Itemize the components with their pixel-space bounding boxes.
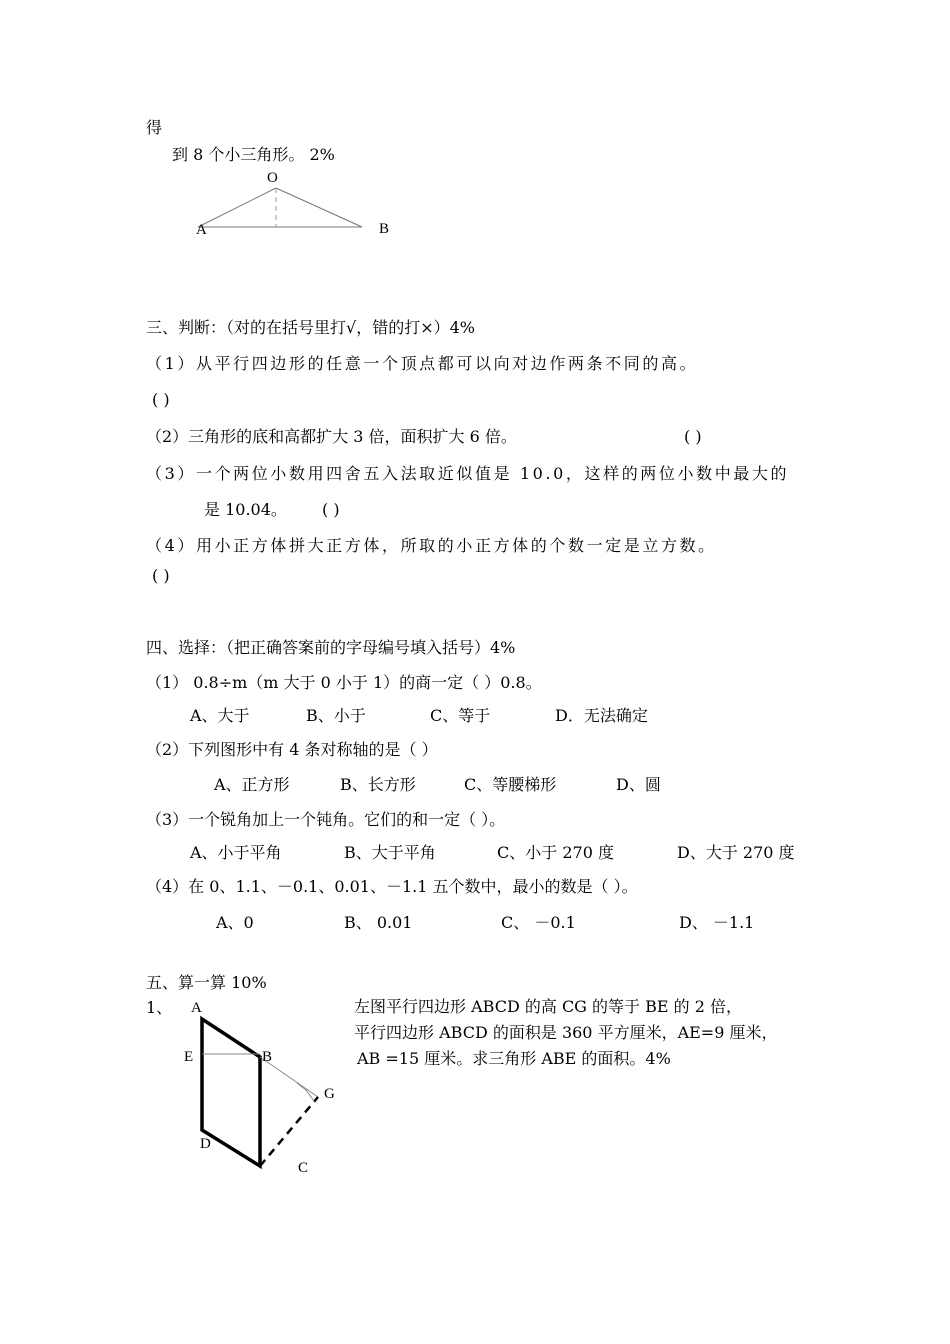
judge-q2-paren: ( ) (684, 427, 702, 446)
choice-q1-opt-b: B、小于 (306, 706, 366, 725)
choice-q3-opt-d: D、大于 270 度 (677, 843, 795, 862)
choice-q1-opt-d: D．无法确定 (555, 706, 648, 725)
label-b: B (262, 1049, 273, 1065)
choice-q3-opt-c: C、小于 270 度 (497, 843, 614, 862)
choice-q3: （3）一个锐角加上一个钝角。它们的和一定（ ）。 (146, 810, 506, 829)
label-o: O (267, 170, 278, 186)
choice-q4-opt-c: C、 －0.1 (501, 913, 576, 932)
judge-q1-paren: ( ) (152, 390, 170, 409)
problem-number: 1、 (146, 998, 173, 1017)
label-e: E (184, 1049, 194, 1065)
judge-q4: （4）用小正方体拼大正方体，所取的小正方体的个数一定是立方数。 (146, 536, 717, 555)
text-line-eight-triangles: 到 8 个小三角形。 2% (172, 145, 335, 164)
judge-q4-paren: ( ) (152, 566, 170, 585)
judge-q1: （1）从平行四边形的任意一个顶点都可以向对边作两条不同的高。 (146, 354, 699, 373)
choice-q2-opt-a: A、正方形 (214, 775, 290, 794)
choice-q2-opt-d: D、圆 (616, 775, 661, 794)
choice-q3-opt-b: B、大于平角 (344, 843, 436, 862)
choice-q4-opt-b: B、 0.01 (344, 913, 413, 932)
section3-title: 三、判断：（对的在括号里打√，错的打×）4% (146, 318, 475, 337)
label-b-top: B (379, 221, 390, 237)
label-g: G (324, 1086, 335, 1102)
judge-q3-paren: ( ) (322, 500, 340, 519)
choice-q2-opt-c: C、等腰梯形 (464, 775, 557, 794)
problem-desc-line3: AB =15 厘米。求三角形 ABE 的面积。4% (357, 1049, 671, 1068)
label-d: D (200, 1136, 211, 1152)
choice-q4-opt-a: A、0 (216, 913, 254, 932)
judge-q3-line2: 是 10.04。 (204, 500, 287, 519)
label-a-top: A (196, 222, 207, 238)
choice-q1: （1） 0.8÷m（m 大于 0 小于 1）的商一定（ ）0.8。 (146, 673, 542, 692)
choice-q2-opt-b: B、长方形 (340, 775, 416, 794)
text-line-de: 得 (146, 118, 163, 137)
problem-desc-line2: 平行四边形 ABCD 的面积是 360 平方厘米，AE=9 厘米， (354, 1023, 778, 1042)
section4-title: 四、选择：（把正确答案前的字母编号填入括号）4% (146, 638, 516, 657)
judge-q2: （2）三角形的底和高都扩大 3 倍，面积扩大 6 倍。 (146, 427, 517, 446)
choice-q4: （4）在 0、1.1、－0.1、0.01、－1.1 五个数中，最小的数是（ ）。 (146, 877, 638, 896)
segment-cg-dashed (260, 1097, 318, 1166)
choice-q2: （2）下列图形中有 4 条对称轴的是（ ） (146, 740, 438, 759)
choice-q1-opt-c: C、等于 (430, 706, 491, 725)
choice-q4-opt-d: D、 －1.1 (679, 913, 755, 932)
choice-q3-opt-a: A、小于平角 (190, 843, 282, 862)
problem-desc-line1: 左图平行四边形 ABCD 的高 CG 的等于 BE 的 2 倍， (354, 997, 743, 1016)
judge-q3: （3）一个两位小数用四舍五入法取近似值是 10.0，这样的两位小数中最大的 (146, 464, 790, 483)
label-a: A (191, 1000, 202, 1016)
label-c: C (298, 1160, 309, 1176)
section5-title: 五、算一算 10% (146, 973, 267, 992)
choice-q1-opt-a: A、大于 (190, 706, 250, 725)
